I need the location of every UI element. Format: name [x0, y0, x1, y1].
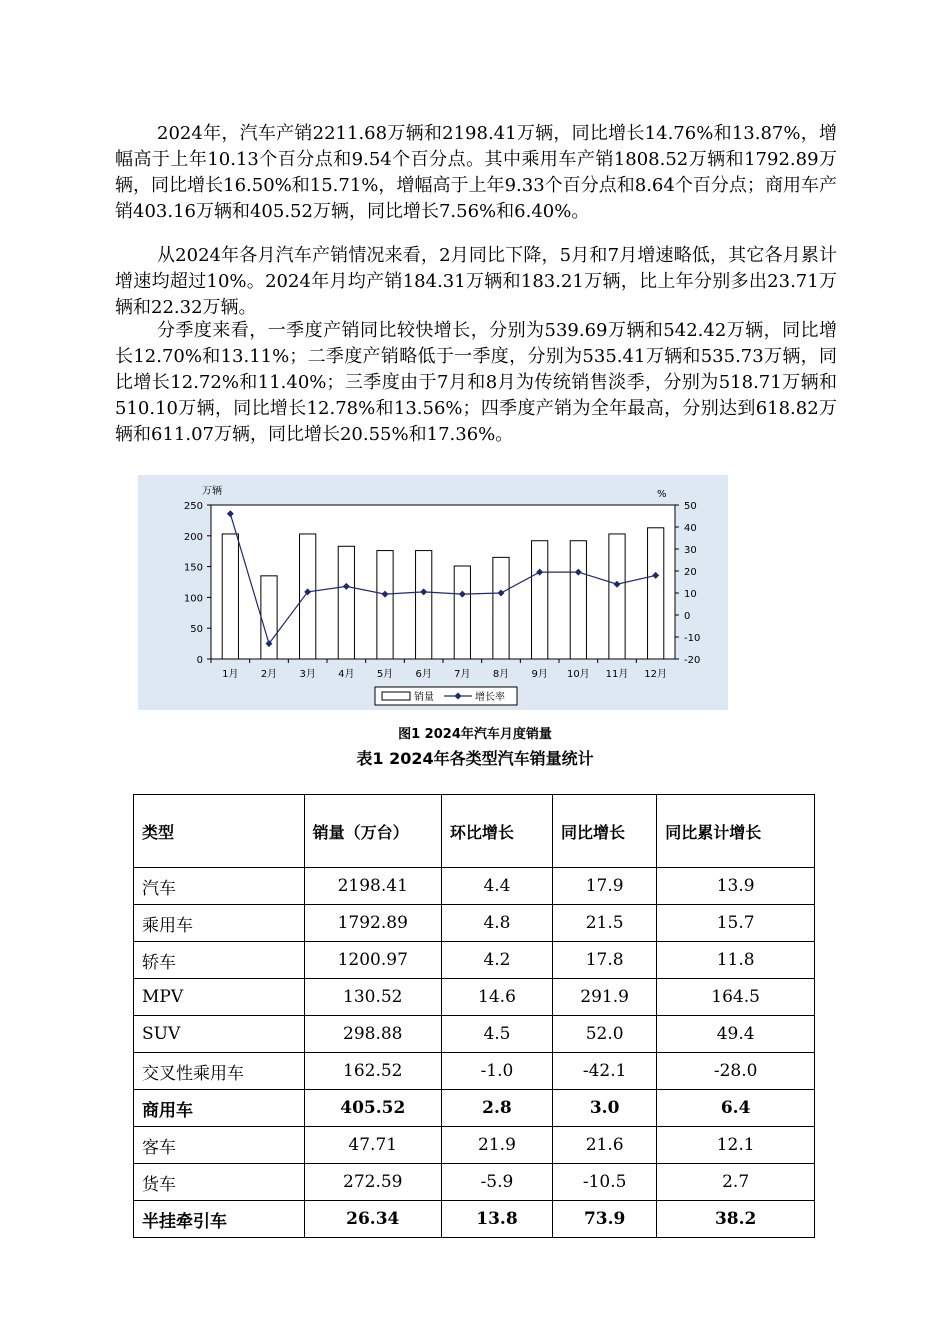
table-cell-type: 半挂牵引车	[134, 1201, 305, 1238]
table-cell-value: 17.8	[553, 942, 657, 979]
x-tick-label: 5月	[376, 669, 394, 680]
table-cell-value: 15.7	[657, 905, 815, 942]
table-row	[134, 942, 815, 979]
legend-bar-swatch	[382, 692, 410, 700]
table-cell-value: 2.8	[441, 1090, 552, 1127]
paragraph-quarterly-summary: 分季度来看，一季度产销同比较快增长，分别为539.69万辆和542.42万辆，同比增长12.70%和13.11%；二季度产销略低于一季度，分别为535.41万辆和535.73万辆，同比增长12.72%和11.40%；三季度由于7月和8月为传统销售淡季，分别为518.71万辆和510.10万辆，同比增长12.78%和13.56%；四季度产销为全年最高，分别达到618.82万辆和611.07万辆，同比增长20.55%和17.36%。	[115, 320, 837, 445]
table-cell-value: 2.7	[657, 1164, 815, 1201]
sales-bar	[416, 551, 432, 659]
table-cell-value: 21.5	[553, 905, 657, 942]
table-cell-value: 13.8	[441, 1201, 552, 1238]
table-cell-value: -1.0	[441, 1053, 552, 1090]
table-cell-value: 4.5	[441, 1016, 552, 1053]
table-body	[134, 868, 815, 1238]
table-row	[134, 1053, 815, 1090]
table-cell-value: 21.6	[553, 1127, 657, 1164]
sales-bar	[377, 551, 393, 659]
x-tick-label: 6月	[415, 669, 432, 680]
y2-tick-label: -10	[684, 633, 701, 644]
table-cell-value: 4.8	[441, 905, 552, 942]
x-tick-label: 2月	[260, 669, 278, 680]
table-cell-value: 6.4	[657, 1090, 815, 1127]
table-cell-value: 162.52	[304, 1053, 441, 1090]
x-tick-label: 1月	[222, 669, 239, 680]
table-cell-value: 73.9	[553, 1201, 657, 1238]
x-tick-label: 4月	[338, 669, 355, 680]
table-row	[134, 1016, 815, 1053]
table-cell-value: 17.9	[553, 868, 657, 905]
header-cumulative-growth: 同比累计增长	[657, 795, 815, 868]
y2-tick-label: -20	[684, 655, 701, 666]
table-row	[134, 868, 815, 905]
y2-axis-label: %	[657, 489, 667, 500]
x-tick-label: 8月	[492, 669, 510, 680]
table-row	[134, 1127, 815, 1164]
table-row	[134, 1164, 815, 1201]
sales-bar	[454, 566, 470, 659]
table-cell-value: 4.4	[441, 868, 552, 905]
x-tick-label: 3月	[299, 669, 316, 680]
table-cell-value: 11.8	[657, 942, 815, 979]
table-cell-value: -42.1	[553, 1053, 657, 1090]
table-cell-value: 26.34	[304, 1201, 441, 1238]
table-cell-value: 21.9	[441, 1127, 552, 1164]
sales-bar	[609, 534, 625, 659]
legend-label-growth: 增长率	[475, 692, 505, 703]
header-sales: 销量（万台）	[304, 795, 441, 868]
table-cell-value: 3.0	[553, 1090, 657, 1127]
y2-tick-label: 50	[684, 501, 697, 512]
x-tick-label: 7月	[454, 669, 471, 680]
y-tick-label: 200	[183, 531, 203, 543]
table-header-row	[134, 795, 815, 868]
table-cell-type: 商用车	[134, 1090, 305, 1127]
table-caption: 表1 2024年各类型汽车销量统计	[356, 749, 594, 768]
y-axis-label: 万辆	[202, 486, 222, 497]
table-row	[134, 979, 815, 1016]
y-tick-label: 0	[196, 655, 203, 666]
table-cell-value: 47.71	[304, 1127, 441, 1164]
sales-bar	[338, 546, 354, 659]
table-cell-type: 乘用车	[134, 905, 305, 942]
y-tick-label: 150	[183, 562, 203, 574]
table-cell-value: 298.88	[304, 1016, 441, 1053]
table-cell-type: 汽车	[134, 868, 305, 905]
x-tick-label: 10月	[566, 669, 590, 680]
y2-tick-label: 20	[684, 567, 697, 578]
chart-caption: 图1 2024年汽车月度销量	[398, 727, 552, 742]
table-cell-value: 1792.89	[304, 905, 441, 942]
paragraph-annual-summary: 2024年，汽车产销2211.68万辆和2198.41万辆，同比增长14.76%和13.87%，增幅高于上年10.13个百分点和9.54个百分点。其中乘用车产销1808.52万辆和1792.89万辆，同比增长16.50%和15.71%，增幅高于上年9.33个百分点和8.64个百分点；商用车产销403.16万辆和405.52万辆，同比增长7.56%和6.40%。	[115, 123, 837, 222]
header-mom-growth: 环比增长	[441, 795, 552, 868]
monthly-sales-chart	[138, 475, 728, 710]
table-cell-value: 291.9	[553, 979, 657, 1016]
sales-bar	[493, 557, 509, 659]
table-cell-value: 38.2	[657, 1201, 815, 1238]
table-cell-type: 交叉性乘用车	[134, 1053, 305, 1090]
table-cell-value: 4.2	[441, 942, 552, 979]
header-type: 类型	[134, 795, 305, 868]
table-row	[134, 1090, 815, 1127]
sales-bar	[648, 528, 664, 659]
table-cell-value: 130.52	[304, 979, 441, 1016]
table-row	[134, 905, 815, 942]
x-tick-label: 12月	[644, 669, 668, 680]
y2-tick-label: 10	[684, 589, 697, 600]
header-yoy-growth: 同比增长	[553, 795, 657, 868]
plot-area	[211, 505, 675, 659]
table-cell-value: 49.4	[657, 1016, 815, 1053]
y2-tick-label: 30	[684, 545, 697, 556]
table-cell-type: MPV	[134, 979, 305, 1016]
table-cell-value: 2198.41	[304, 868, 441, 905]
table-cell-value: 272.59	[304, 1164, 441, 1201]
table-cell-value: 52.0	[553, 1016, 657, 1053]
legend-label-sales: 销量	[414, 692, 434, 703]
y2-tick-label: 40	[684, 523, 697, 534]
x-tick-label: 9月	[531, 669, 548, 680]
table-cell-type: 货车	[134, 1164, 305, 1201]
vehicle-sales-table	[133, 794, 815, 1238]
table-cell-value: -28.0	[657, 1053, 815, 1090]
chart-canvas	[138, 475, 728, 710]
paragraph-monthly-summary: 从2024年各月汽车产销情况来看，2月同比下降，5月和7月增速略低，其它各月累计增速均超过10%。2024年月均产销184.31万辆和183.21万辆，比上年分别多出23.71万辆和22.32万辆。	[115, 245, 837, 318]
table-row	[134, 1201, 815, 1238]
table-cell-value: 12.1	[657, 1127, 815, 1164]
table-cell-value: -5.9	[441, 1164, 552, 1201]
sales-bar	[222, 534, 238, 659]
sales-bar	[300, 534, 316, 659]
table-cell-value: 164.5	[657, 979, 815, 1016]
y-tick-label: 100	[183, 593, 203, 605]
y-tick-label: 250	[183, 501, 203, 512]
sales-bar	[570, 541, 586, 659]
table-cell-value: 14.6	[441, 979, 552, 1016]
table-cell-value: 1200.97	[304, 942, 441, 979]
table-cell-value: 13.9	[657, 868, 815, 905]
table-cell-type: 轿车	[134, 942, 305, 979]
x-tick-label: 11月	[605, 669, 629, 680]
y-tick-label: 50	[190, 624, 203, 636]
y2-tick-label: 0	[684, 611, 691, 622]
table-cell-value: 405.52	[304, 1090, 441, 1127]
table-cell-type: SUV	[134, 1016, 305, 1053]
table-cell-type: 客车	[134, 1127, 305, 1164]
sales-bar	[532, 541, 548, 659]
table-cell-value: -10.5	[553, 1164, 657, 1201]
